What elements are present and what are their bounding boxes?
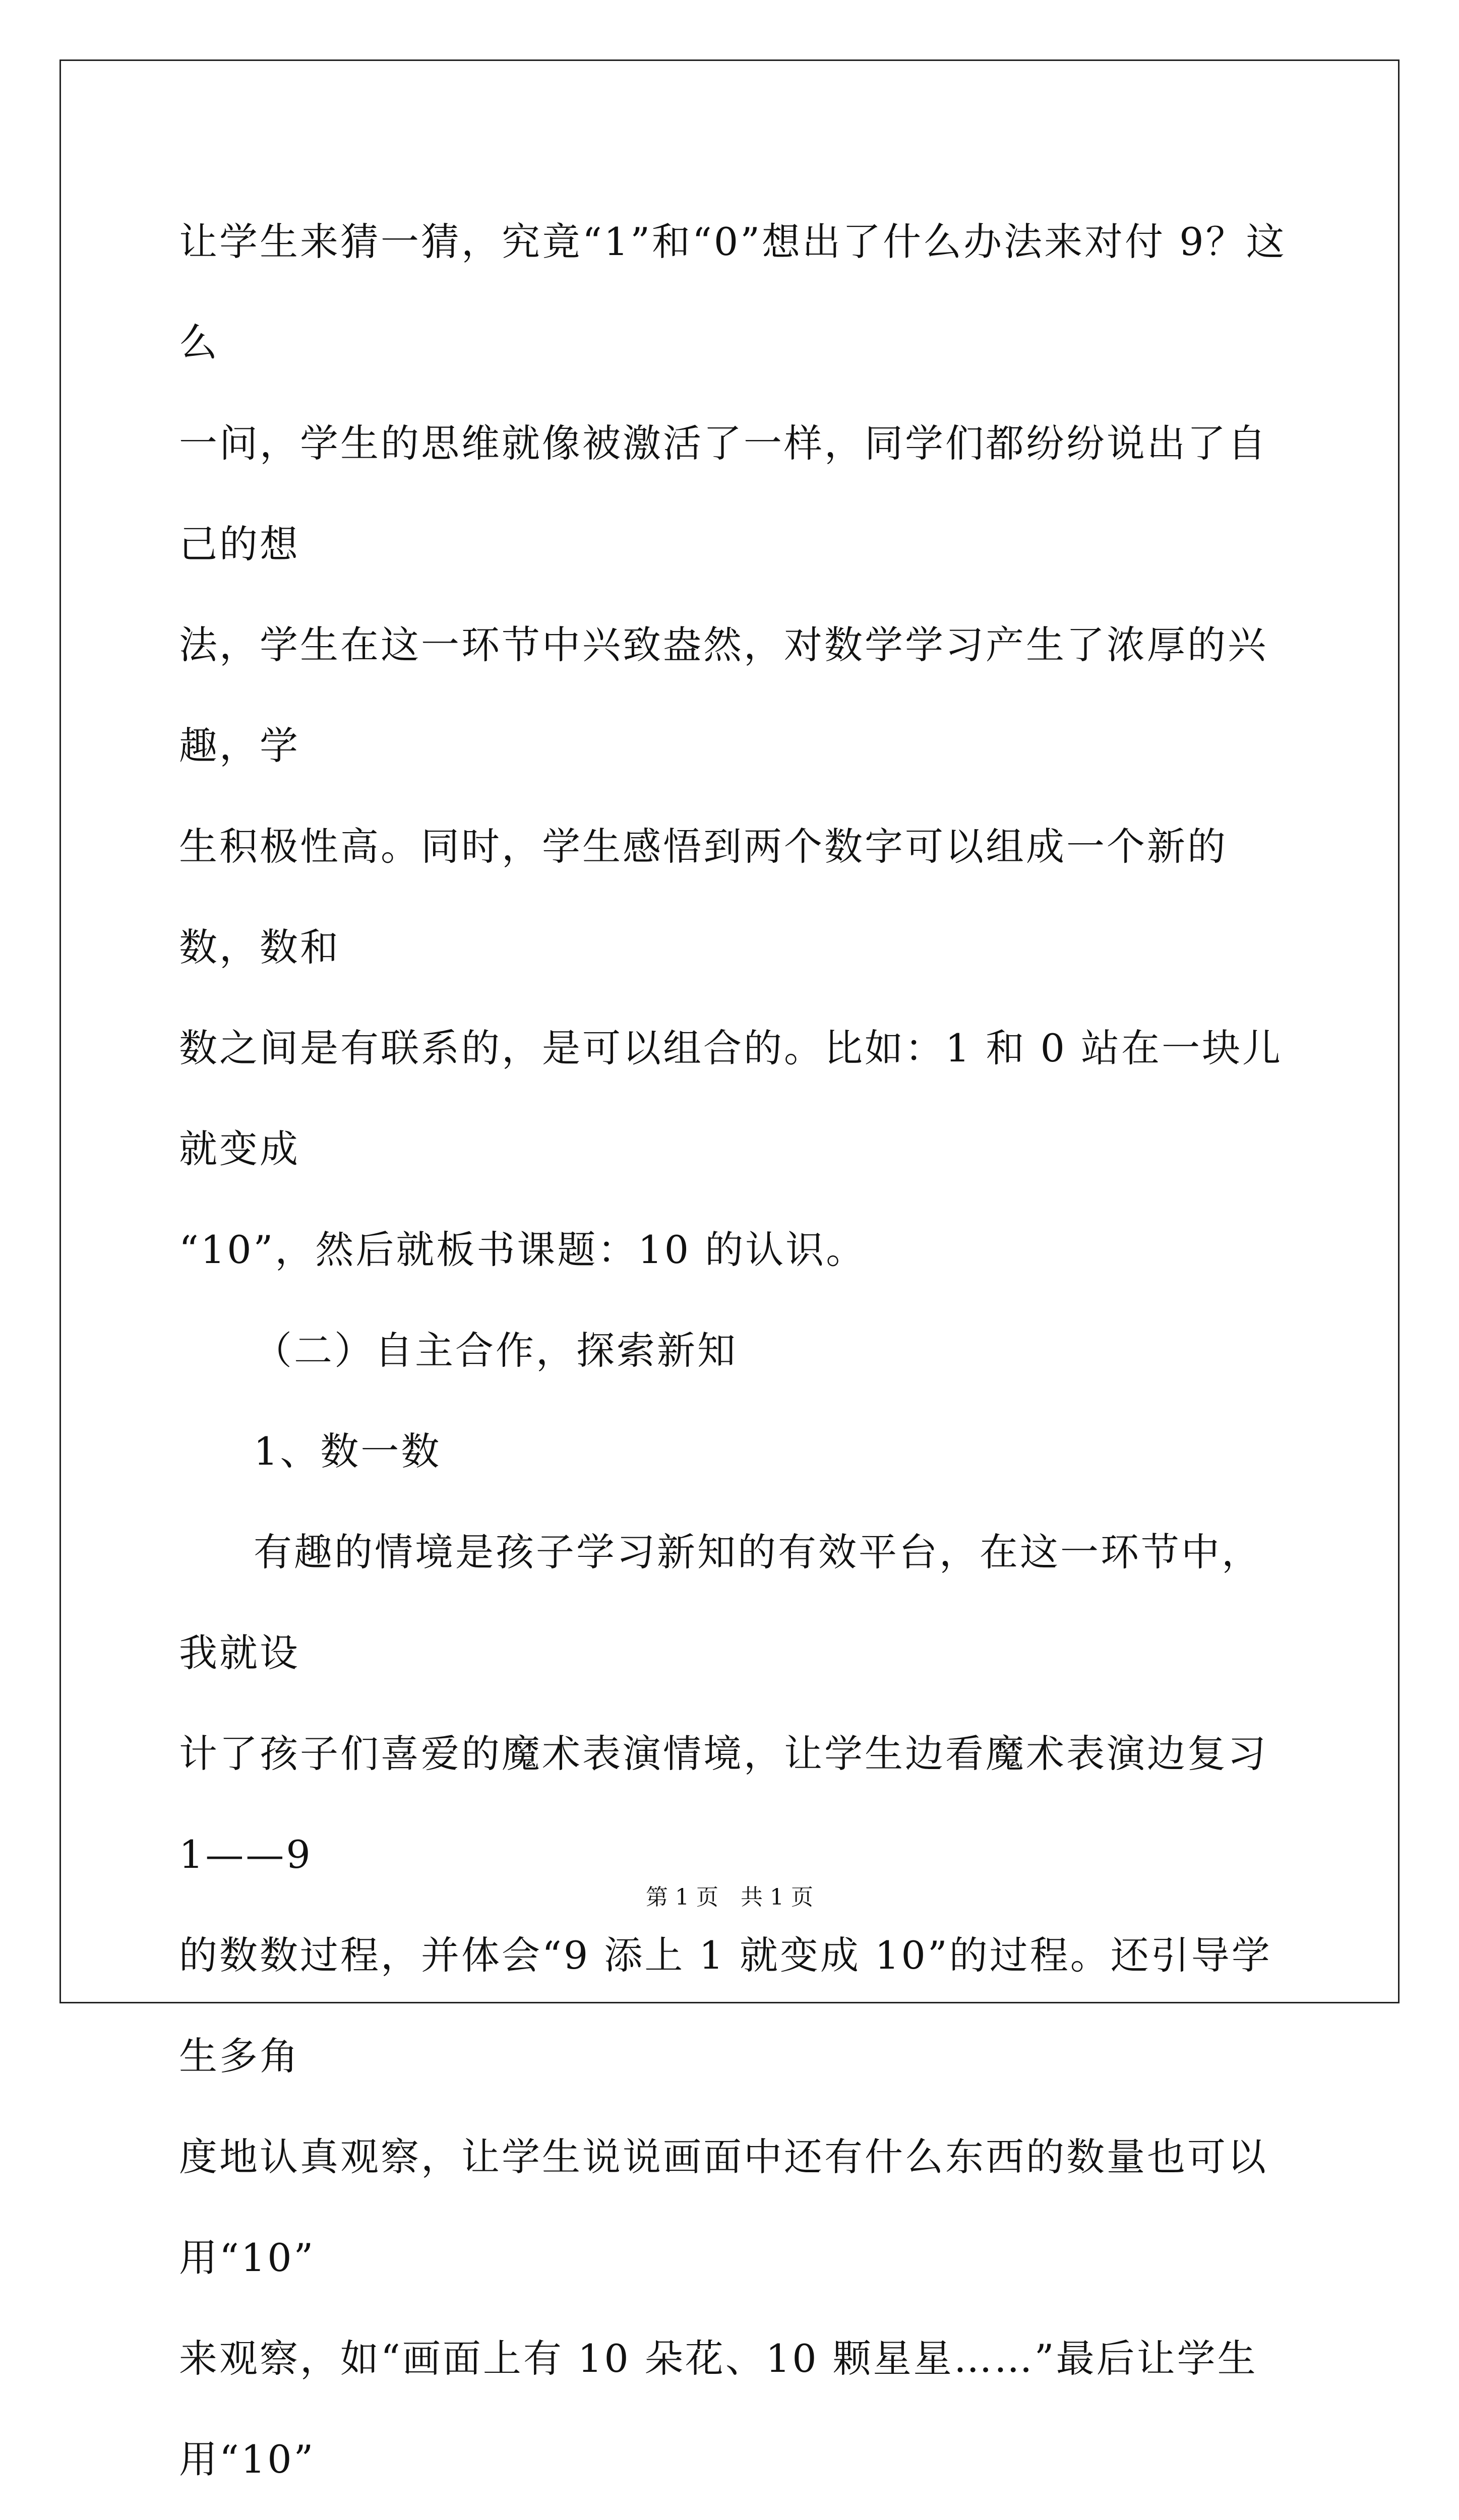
text-line: 有趣的情境是孩子学习新知的有效平台，在这一环节中，我就设 xyxy=(179,1530,1262,1675)
text-line: 一问，学生的思维就像被激活了一样，同学们都纷纷说出了自己的想 xyxy=(179,421,1268,566)
paragraph-intro xyxy=(179,192,1288,1300)
text-line xyxy=(179,2510,1288,2520)
text-line: 度地认真观察，让学生说说画面中还有什么东西的数量也可以用“10” xyxy=(179,2134,1268,2280)
text-line: 计了孩子们喜爱的魔术表演情境，让学生边看魔术表演边复习 1——9 xyxy=(179,1731,1268,1877)
text-line: 让学生来猜一猜，究竟“1”和“0”想出了什么办法来对付 9？这么 xyxy=(179,219,1287,365)
document-body xyxy=(179,192,1288,2520)
text-line: “10”，然后就板书课题：10 的认识。 xyxy=(179,1227,867,1272)
text-line: 来观察，如“画面上有 10 朵花、10 颗星星……”最后让学生用“10” xyxy=(179,2336,1258,2482)
text-line: 生积极性高。同时，学生感悟到两个数字可以组成一个新的数，数和 xyxy=(179,824,1228,970)
section-heading: （二）自主合作，探索新知 xyxy=(254,1328,738,1373)
page-number: 第 1 页 共 1 页 xyxy=(646,1884,813,1910)
paragraph-counting xyxy=(179,1502,1288,2520)
text-line: 的数数过程，并体会“9 添上 1 就变成 10”的过程。还引导学生多角 xyxy=(179,1933,1272,2078)
text-line: 数之间是有联系的，是可以组合的。比如：1 和 0 站在一块儿就变成 xyxy=(179,1026,1283,1171)
subsection-heading: 1、数一数 xyxy=(254,1429,442,1474)
text-line: 法，学生在这一环节中兴致盎然，对数学学习产生了浓厚的兴趣，学 xyxy=(179,622,1268,768)
